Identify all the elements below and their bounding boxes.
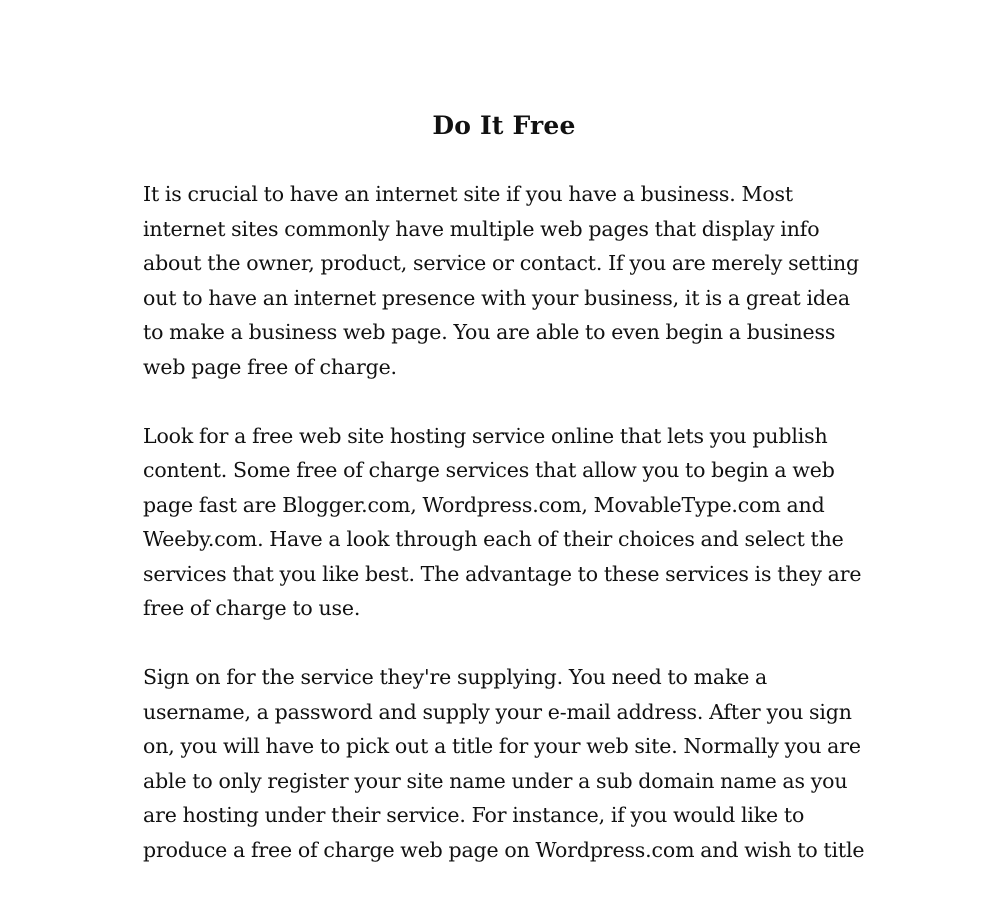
document-body bbox=[143, 177, 865, 867]
paragraph-1: It is crucial to have an internet site if you have a business. Most internet sites commonly have multiple web pages that display info about the owner, product, service or contact. If you are merely setting out to have an internet presence with your business, it is a great idea to make a business web page. You are able to even begin a business web page free of charge. bbox=[143, 182, 860, 379]
paragraph-3: Sign on for the service they're supplying. You need to make a username, a password and supply your e-mail address. After you sign on, you will have to pick out a title for your web site. Normally you are able to only register your site name under a sub domain name as you are hosting under their service. For instance, if you would like to produce a free of charge web page on Wordpress.com and wish to title bbox=[143, 665, 865, 862]
paragraph-2: Look for a free web site hosting service online that lets you publish content. Some free of charge services that allow you to begin a web page fast are Blogger.com, Wordpress.com, MovableType.com and Weeby.com. Have a look through each of their choices and select the services that you like best. The advantage to these services is they are free of charge to use. bbox=[143, 423, 862, 620]
document-title: Do It Free bbox=[432, 111, 576, 140]
document-page bbox=[143, 108, 865, 902]
